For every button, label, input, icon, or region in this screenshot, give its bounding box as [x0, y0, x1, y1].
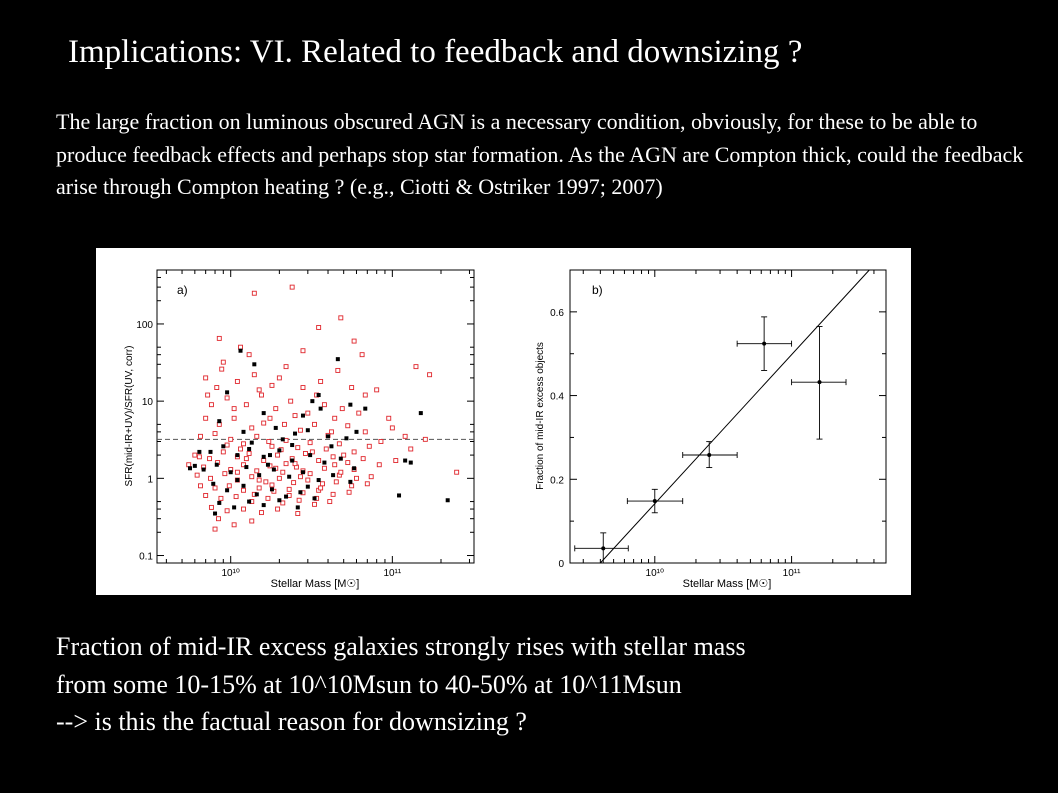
panel-b-xtick-label: 10¹⁰	[645, 568, 665, 579]
open-square-point	[321, 482, 325, 486]
open-square-point	[301, 349, 305, 353]
open-square-point	[225, 509, 229, 513]
filled-square-point	[344, 436, 348, 440]
open-square-point	[234, 495, 238, 499]
open-square-point	[204, 493, 208, 497]
open-square-point	[346, 461, 350, 465]
filled-square-point	[241, 484, 245, 488]
open-square-point	[250, 519, 254, 523]
open-square-point	[204, 416, 208, 420]
figure-panels	[96, 248, 911, 595]
filled-square-point	[241, 430, 245, 434]
filled-square-point	[397, 493, 401, 497]
open-square-point	[319, 379, 323, 383]
data-point	[707, 453, 711, 457]
open-square-point	[232, 523, 236, 527]
open-square-point	[259, 393, 263, 397]
panel-b-xtick-label: 10¹¹	[782, 568, 801, 579]
open-square-point	[213, 486, 217, 490]
open-square-point	[333, 416, 337, 420]
open-square-point	[239, 447, 243, 451]
filled-square-point	[211, 482, 215, 486]
open-square-point	[193, 453, 197, 457]
panel-b-ytick-label: 0.6	[550, 307, 564, 319]
open-square-point	[255, 434, 259, 438]
filled-square-point	[301, 414, 305, 418]
open-square-point	[322, 466, 326, 470]
filled-square-point	[277, 448, 281, 452]
open-square-point	[357, 411, 361, 415]
filled-square-point	[225, 390, 229, 394]
filled-square-point	[277, 498, 281, 502]
panel-b-ytick-label: 0.2	[550, 475, 564, 487]
open-square-point	[197, 455, 201, 459]
filled-square-point	[296, 505, 300, 509]
filled-square-point	[306, 485, 310, 489]
filled-square-point	[215, 463, 219, 467]
open-square-point	[257, 388, 261, 392]
filled-square-point	[363, 407, 367, 411]
open-square-point	[346, 424, 350, 428]
open-square-point	[324, 447, 328, 451]
intro-paragraph: The large fraction on luminous obscured AGN is a necessary condition, obviously, for these to be able to produce feedback effects and perhaps stop star formation. As the AGN are Compton thick, could the feedback arise through Compton heating ? (e.g., Ciotti & Ostriker 1997; 2007)	[56, 109, 1024, 199]
slide-title: Implications: VI. Related to feedback and downsizing ?	[68, 34, 803, 70]
open-square-point	[276, 507, 280, 511]
open-square-point	[365, 482, 369, 486]
open-square-point	[198, 434, 202, 438]
filled-square-point	[331, 473, 335, 477]
open-square-point	[223, 472, 227, 476]
open-square-point	[337, 442, 341, 446]
open-square-point	[209, 403, 213, 407]
panel-a-ytick-label: 10	[141, 397, 153, 409]
open-square-point	[257, 486, 261, 490]
filled-square-point	[409, 461, 413, 465]
open-square-point	[241, 488, 245, 492]
panel-a-xtick-label: 10¹¹	[383, 568, 402, 579]
open-square-point	[339, 470, 343, 474]
open-square-point	[198, 484, 202, 488]
filled-square-point	[262, 503, 266, 507]
open-square-point	[287, 487, 291, 491]
panel-b-label: b)	[592, 283, 603, 297]
panel-a-ytick-label: 1	[147, 474, 153, 486]
filled-square-point	[301, 470, 305, 474]
panel-b-frame	[570, 270, 886, 563]
filled-square-point	[217, 501, 221, 505]
filled-square-point	[247, 447, 251, 451]
open-square-point	[308, 441, 312, 445]
filled-square-point	[403, 459, 407, 463]
conclusion-block	[56, 628, 746, 741]
open-square-point	[360, 353, 364, 357]
panel-a-xtick-label: 10¹⁰	[221, 568, 240, 579]
filled-square-point	[329, 444, 333, 448]
open-square-point	[313, 502, 317, 506]
open-square-point	[347, 490, 351, 494]
open-square-point	[394, 459, 398, 463]
open-square-point	[277, 376, 281, 380]
open-square-point	[277, 476, 281, 480]
filled-square-point	[352, 466, 356, 470]
open-square-point	[213, 432, 217, 436]
open-square-point	[284, 462, 288, 466]
open-square-point	[282, 422, 286, 426]
open-square-point	[336, 368, 340, 372]
open-square-point	[308, 472, 312, 476]
panel-a	[124, 270, 474, 590]
filled-square-point	[217, 419, 221, 423]
open-square-point	[281, 470, 285, 474]
open-square-point	[313, 422, 317, 426]
open-square-point	[296, 446, 300, 450]
open-square-point	[306, 478, 310, 482]
panel-b-ylabel: Fraction of mid-IR excess objects	[535, 342, 546, 490]
filled-square-point	[281, 437, 285, 441]
filled-square-point	[235, 453, 239, 457]
filled-square-point	[306, 428, 310, 432]
open-square-point	[414, 365, 418, 369]
open-square-point	[289, 399, 293, 403]
open-square-point	[363, 430, 367, 434]
panel-b-ytick-label: 0	[558, 559, 564, 570]
open-square-point	[274, 407, 278, 411]
filled-square-point	[272, 468, 276, 472]
filled-square-point	[336, 357, 340, 361]
open-square-point	[204, 376, 208, 380]
filled-square-point	[266, 463, 270, 467]
filled-square-point	[354, 430, 358, 434]
open-square-point	[268, 416, 272, 420]
open-square-point	[259, 511, 263, 515]
open-square-point	[281, 501, 285, 505]
filled-square-point	[239, 349, 243, 353]
open-square-point	[250, 475, 254, 479]
open-square-point	[262, 459, 266, 463]
open-square-point	[333, 463, 337, 467]
open-square-point	[328, 500, 332, 504]
open-square-point	[317, 325, 321, 329]
data-point	[653, 499, 657, 503]
panel-a-ytick-label: 100	[136, 319, 153, 331]
figure-svg	[96, 248, 911, 595]
open-square-point	[257, 478, 261, 482]
open-square-point	[213, 527, 217, 531]
open-square-point	[206, 393, 210, 397]
open-square-point	[331, 492, 335, 496]
panel-b-fit-line	[600, 270, 869, 563]
filled-square-point	[262, 455, 266, 459]
open-square-point	[247, 451, 251, 455]
panel-a-ytick-label: 0.1	[139, 551, 153, 563]
open-square-point	[301, 386, 305, 390]
open-square-point	[241, 507, 245, 511]
open-square-point	[232, 407, 236, 411]
open-square-point	[377, 463, 381, 467]
open-square-point	[276, 453, 280, 457]
open-square-point	[216, 517, 220, 521]
open-square-point	[195, 473, 199, 477]
open-square-point	[290, 285, 294, 289]
open-square-point	[306, 411, 310, 415]
open-square-point	[239, 345, 243, 349]
open-square-point	[209, 505, 213, 509]
open-square-point	[187, 463, 191, 467]
open-square-point	[270, 444, 274, 448]
open-square-point	[334, 480, 338, 484]
filled-square-point	[270, 487, 274, 491]
open-square-point	[232, 416, 236, 420]
filled-square-point	[235, 478, 239, 482]
open-square-point	[229, 437, 233, 441]
filled-square-point	[287, 475, 291, 479]
open-square-point	[221, 360, 225, 364]
open-square-point	[409, 447, 413, 451]
panel-b-xlabel: Stellar Mass [M☉]	[682, 578, 772, 590]
open-square-point	[235, 470, 239, 474]
open-square-point	[252, 373, 256, 377]
open-square-point	[264, 480, 268, 484]
open-square-point	[252, 291, 256, 295]
open-square-point	[390, 426, 394, 430]
filled-square-point	[229, 470, 233, 474]
conclusion-line: --> is this the factual reason for downsizing ?	[56, 707, 527, 736]
open-square-point	[319, 486, 323, 490]
filled-square-point	[202, 468, 206, 472]
open-square-point	[225, 443, 229, 447]
open-square-point	[297, 498, 301, 502]
filled-square-point	[339, 457, 343, 461]
filled-square-point	[284, 495, 288, 499]
filled-square-point	[225, 488, 229, 492]
open-square-point	[244, 457, 248, 461]
filled-square-point	[317, 393, 321, 397]
open-square-point	[428, 373, 432, 377]
panel-b	[535, 270, 886, 590]
open-square-point	[221, 450, 225, 454]
open-square-point	[331, 455, 335, 459]
filled-square-point	[308, 453, 312, 457]
open-square-point	[375, 388, 379, 392]
filled-square-point	[247, 500, 251, 504]
open-square-point	[403, 434, 407, 438]
filled-square-point	[197, 450, 201, 454]
open-square-point	[298, 428, 302, 432]
open-square-point	[217, 336, 221, 340]
filled-square-point	[293, 432, 297, 436]
filled-square-point	[250, 441, 254, 445]
open-square-point	[423, 437, 427, 441]
open-square-point	[298, 475, 302, 479]
filled-square-point	[313, 496, 317, 500]
filled-square-point	[209, 450, 213, 454]
open-square-point	[354, 476, 358, 480]
open-square-point	[241, 442, 245, 446]
open-square-point	[293, 414, 297, 418]
panel-a-ylabel: SFR(mid-IR+UV)/SFR(UV, corr)	[124, 345, 135, 487]
open-square-point	[350, 386, 354, 390]
open-square-point	[369, 475, 373, 479]
open-square-point	[303, 451, 307, 455]
open-square-point	[322, 403, 326, 407]
data-point	[762, 342, 766, 346]
open-square-point	[455, 470, 459, 474]
open-square-point	[367, 444, 371, 448]
open-square-point	[209, 476, 213, 480]
open-square-point	[244, 403, 248, 407]
filled-square-point	[255, 492, 259, 496]
filled-square-point	[188, 466, 192, 470]
open-square-point	[379, 440, 383, 444]
filled-square-point	[262, 411, 266, 415]
open-square-point	[247, 353, 251, 357]
open-square-point	[339, 316, 343, 320]
panel-a-label: a)	[177, 283, 188, 297]
open-square-point	[352, 450, 356, 454]
open-square-point	[250, 426, 254, 430]
open-square-point	[225, 396, 229, 400]
filled-square-point	[221, 444, 225, 448]
open-square-point	[340, 407, 344, 411]
filled-square-point	[290, 459, 294, 463]
open-square-point	[267, 440, 271, 444]
open-square-point	[227, 484, 231, 488]
filled-square-point	[322, 461, 326, 465]
open-square-point	[361, 457, 365, 461]
filled-square-point	[244, 465, 248, 469]
filled-square-point	[326, 434, 330, 438]
open-square-point	[342, 453, 346, 457]
open-square-point	[317, 459, 321, 463]
filled-square-point	[348, 480, 352, 484]
open-square-point	[363, 393, 367, 397]
filled-square-point	[319, 407, 323, 411]
open-square-point	[350, 484, 354, 488]
open-square-point	[296, 512, 300, 516]
filled-square-point	[298, 490, 302, 494]
filled-square-point	[348, 403, 352, 407]
open-square-point	[284, 365, 288, 369]
open-square-point	[266, 496, 270, 500]
open-square-point	[220, 367, 224, 371]
open-square-point	[255, 469, 259, 473]
conclusion-line: from some 10-15% at 10^10Msun to 40-50% at 10^11Msun	[56, 669, 682, 699]
open-square-point	[219, 496, 223, 500]
open-square-point	[387, 416, 391, 420]
open-square-point	[208, 457, 212, 461]
open-square-point	[352, 339, 356, 343]
open-square-point	[292, 481, 296, 485]
filled-square-point	[193, 464, 197, 468]
panel-b-ytick-label: 0.4	[550, 391, 564, 403]
open-square-point	[270, 483, 274, 487]
filled-square-point	[213, 512, 217, 516]
filled-square-point	[274, 426, 278, 430]
open-square-point	[270, 383, 274, 387]
filled-square-point	[232, 505, 236, 509]
filled-square-point	[268, 453, 272, 457]
conclusion-line: Fraction of mid-IR excess galaxies strongly rises with stellar mass	[56, 632, 746, 661]
filled-square-point	[310, 399, 314, 403]
filled-square-point	[446, 498, 450, 502]
data-point	[818, 380, 822, 384]
open-square-point	[235, 379, 239, 383]
data-point	[601, 546, 605, 550]
open-square-point	[215, 386, 219, 390]
open-square-point	[262, 421, 266, 425]
filled-square-point	[317, 478, 321, 482]
filled-square-point	[252, 362, 256, 366]
panel-a-xlabel: Stellar Mass [M☉]	[270, 578, 360, 590]
filled-square-point	[419, 411, 423, 415]
filled-square-point	[257, 473, 261, 477]
filled-square-point	[290, 443, 294, 447]
